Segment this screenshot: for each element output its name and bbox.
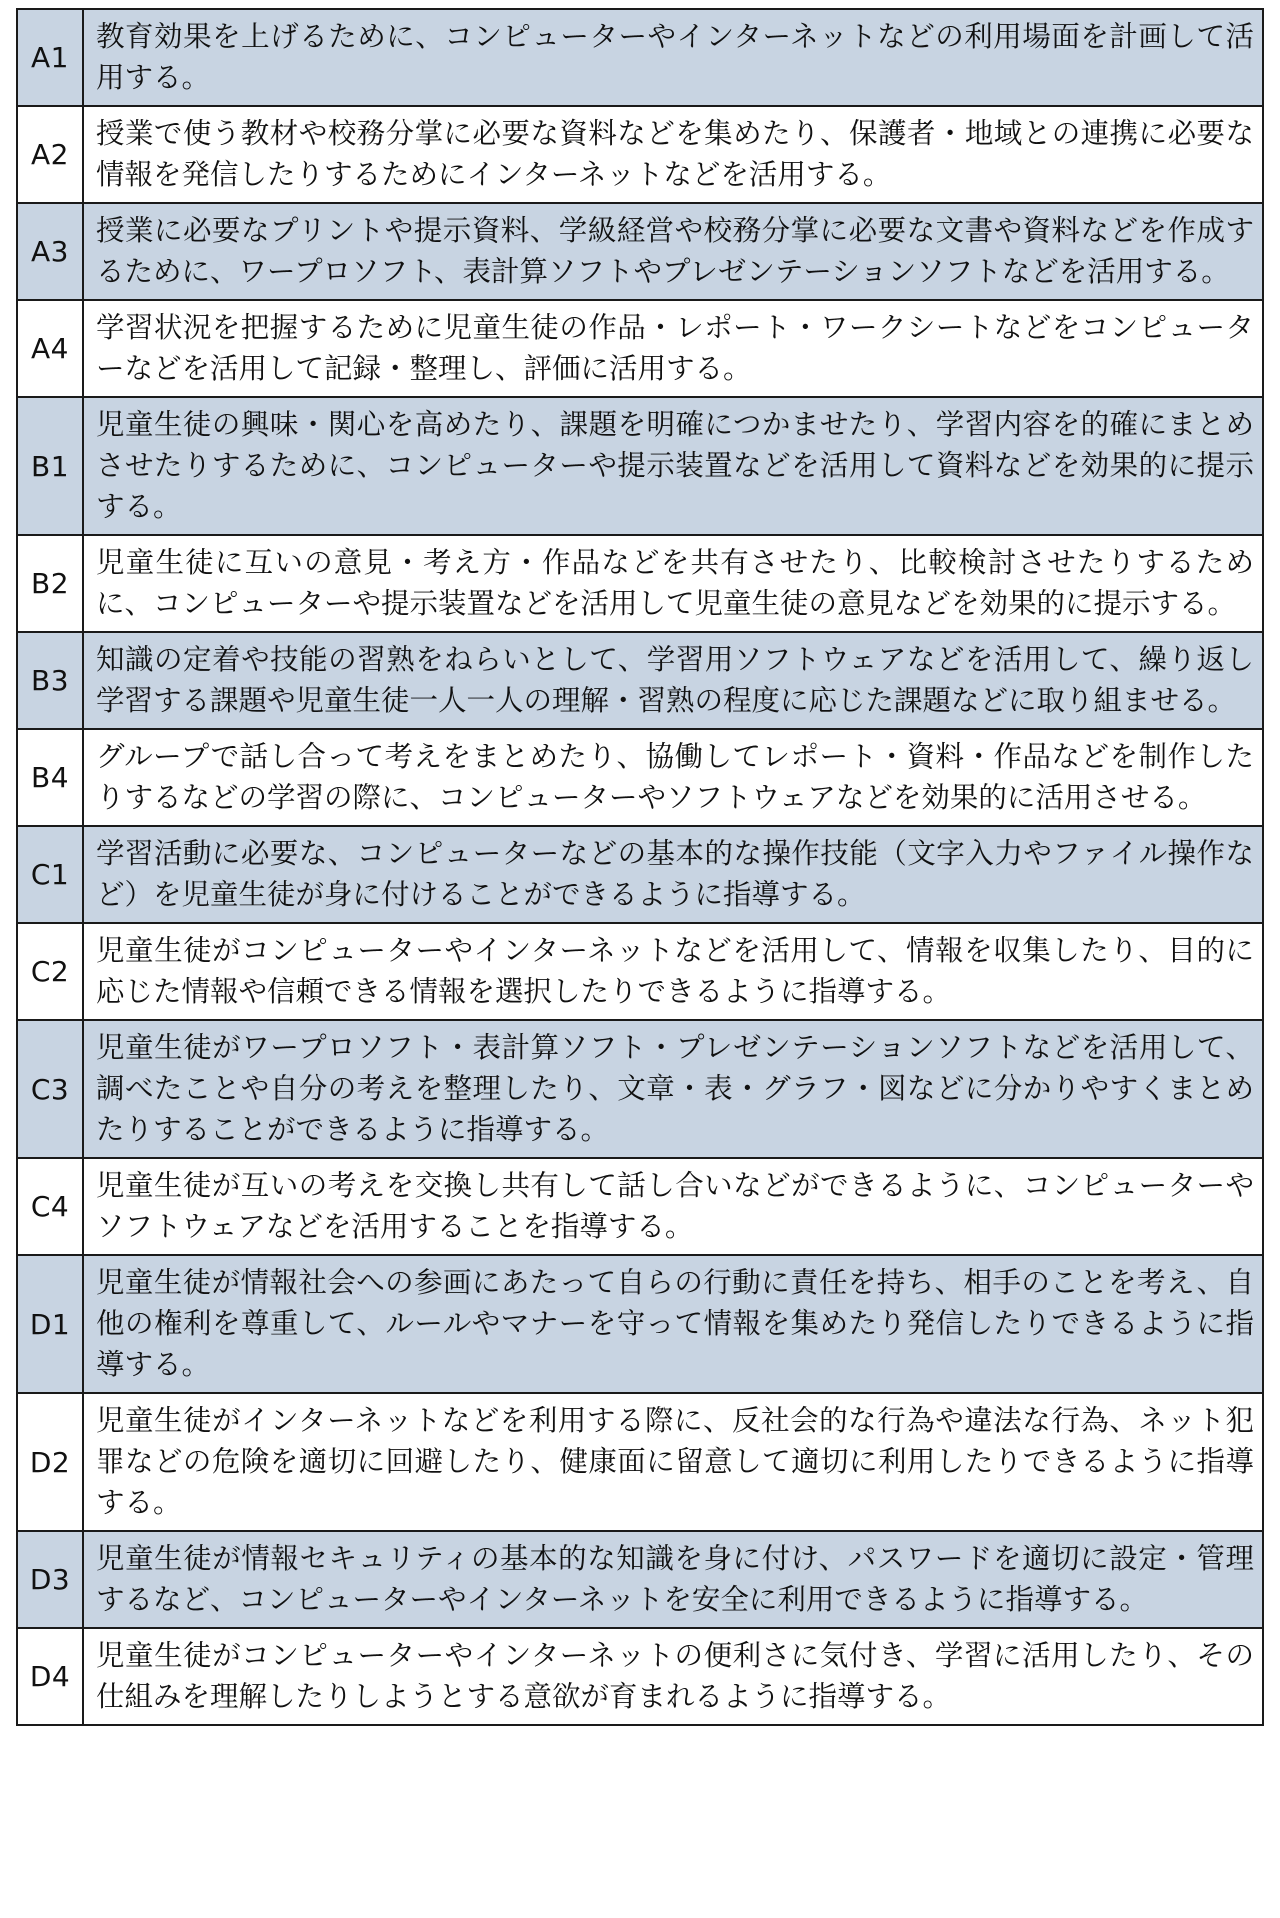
- item-code: A4: [17, 300, 83, 397]
- table-row: [17, 729, 1263, 826]
- table-row: [17, 397, 1263, 535]
- table-row: [17, 632, 1263, 729]
- item-description: 児童生徒がインターネットなどを利用する際に、反社会的な行為や違法な行為、ネット犯罪などの危険を適切に回避したり、健康面に留意して適切に利用したりできるように指導する。: [83, 1393, 1263, 1531]
- item-code: A1: [17, 9, 83, 106]
- item-description: 児童生徒がワープロソフト・表計算ソフト・プレゼンテーションソフトなどを活用して、調べたことや自分の考えを整理したり、文章・表・グラフ・図などに分かりやすくまとめたりすることができるように指導する。: [83, 1020, 1263, 1158]
- item-description: 児童生徒がコンピューターやインターネットの便利さに気付き、学習に活用したり、その仕組みを理解したりしようとする意欲が育まれるように指導する。: [83, 1628, 1263, 1725]
- table-row: [17, 923, 1263, 1020]
- table-row: [17, 106, 1263, 203]
- item-description: 授業で使う教材や校務分掌に必要な資料などを集めたり、保護者・地域との連携に必要な情報を発信したりするためにインターネットなどを活用する。: [83, 106, 1263, 203]
- item-code: C1: [17, 826, 83, 923]
- item-code: B1: [17, 397, 83, 535]
- item-description: 児童生徒が情報社会への参画にあたって自らの行動に責任を持ち、相手のことを考え、自他の権利を尊重して、ルールやマナーを守って情報を集めたり発信したりできるように指導する。: [83, 1255, 1263, 1393]
- item-code: A2: [17, 106, 83, 203]
- item-description: 児童生徒が互いの考えを交換し共有して話し合いなどができるように、コンピューターやソフトウェアなどを活用することを指導する。: [83, 1158, 1263, 1255]
- item-description: グループで話し合って考えをまとめたり、協働してレポート・資料・作品などを制作したりするなどの学習の際に、コンピューターやソフトウェアなどを効果的に活用させる。: [83, 729, 1263, 826]
- item-description: 教育効果を上げるために、コンピューターやインターネットなどの利用場面を計画して活用する。: [83, 9, 1263, 106]
- item-description: 学習状況を把握するために児童生徒の作品・レポート・ワークシートなどをコンピューターなどを活用して記録・整理し、評価に活用する。: [83, 300, 1263, 397]
- item-code: B4: [17, 729, 83, 826]
- ict-competency-table: [16, 8, 1264, 1726]
- item-description: 児童生徒の興味・関心を高めたり、課題を明確につかませたり、学習内容を的確にまとめさせたりするために、コンピューターや提示装置などを活用して資料などを効果的に提示する。: [83, 397, 1263, 535]
- item-code: D4: [17, 1628, 83, 1725]
- item-code: B3: [17, 632, 83, 729]
- table-row: [17, 1020, 1263, 1158]
- item-code: A3: [17, 203, 83, 300]
- item-description: 児童生徒がコンピューターやインターネットなどを活用して、情報を収集したり、目的に応じた情報や信頼できる情報を選択したりできるように指導する。: [83, 923, 1263, 1020]
- table-row: [17, 300, 1263, 397]
- table-row: [17, 535, 1263, 632]
- item-description: 児童生徒が情報セキュリティの基本的な知識を身に付け、パスワードを適切に設定・管理するなど、コンピューターやインターネットを安全に利用できるように指導する。: [83, 1531, 1263, 1628]
- item-description: 児童生徒に互いの意見・考え方・作品などを共有させたり、比較検討させたりするために、コンピューターや提示装置などを活用して児童生徒の意見などを効果的に提示する。: [83, 535, 1263, 632]
- item-code: C4: [17, 1158, 83, 1255]
- table-row: [17, 826, 1263, 923]
- item-code: C2: [17, 923, 83, 1020]
- item-description: 学習活動に必要な、コンピューターなどの基本的な操作技能（文字入力やファイル操作など）を児童生徒が身に付けることができるように指導する。: [83, 826, 1263, 923]
- item-description: 授業に必要なプリントや提示資料、学級経営や校務分掌に必要な文書や資料などを作成するために、ワープロソフト、表計算ソフトやプレゼンテーションソフトなどを活用する。: [83, 203, 1263, 300]
- item-code: D3: [17, 1531, 83, 1628]
- item-code: C3: [17, 1020, 83, 1158]
- table-row: [17, 1255, 1263, 1393]
- table-row: [17, 9, 1263, 106]
- item-code: B2: [17, 535, 83, 632]
- item-description: 知識の定着や技能の習熟をねらいとして、学習用ソフトウェアなどを活用して、繰り返し学習する課題や児童生徒一人一人の理解・習熟の程度に応じた課題などに取り組ませる。: [83, 632, 1263, 729]
- table-row: [17, 1531, 1263, 1628]
- item-code: D2: [17, 1393, 83, 1531]
- table-row: [17, 1628, 1263, 1725]
- table-row: [17, 1393, 1263, 1531]
- item-code: D1: [17, 1255, 83, 1393]
- table-row: [17, 203, 1263, 300]
- table-row: [17, 1158, 1263, 1255]
